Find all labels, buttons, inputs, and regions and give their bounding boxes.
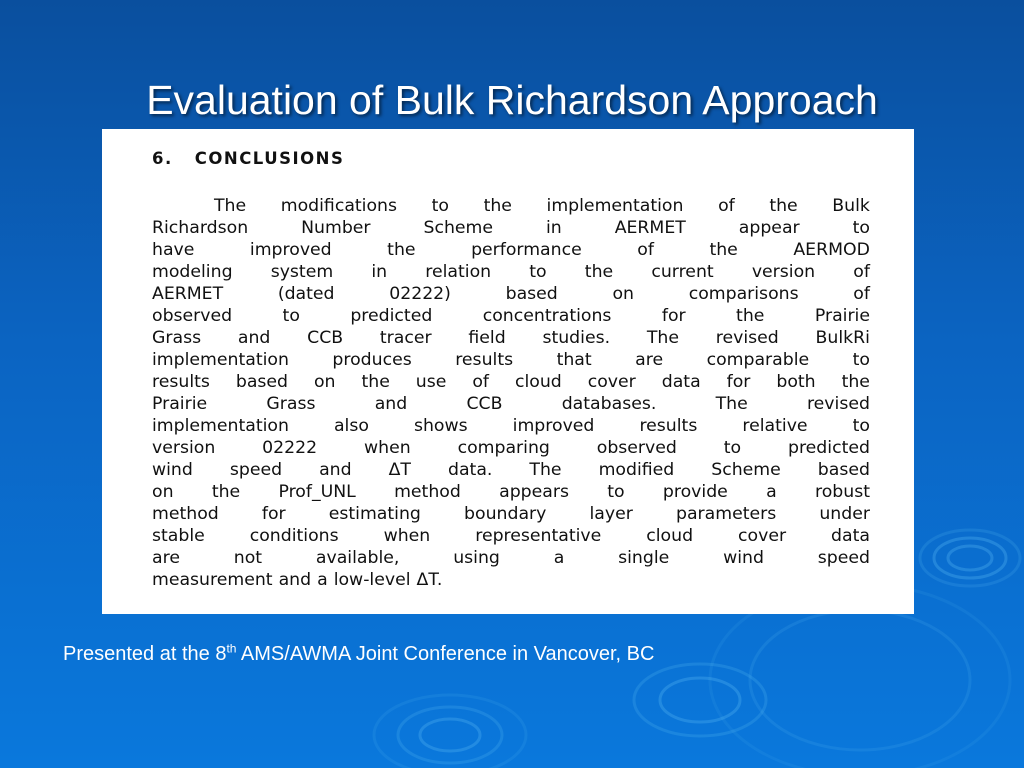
footer-text-before: Presented at the 8	[63, 643, 227, 665]
section-heading	[152, 149, 344, 168]
footer-superscript: th	[226, 641, 237, 656]
paragraph-line: version 02222 when comparing observed to predicted	[152, 438, 870, 458]
presentation-note	[63, 640, 654, 668]
paragraph-line: The modifications to the implementation of the Bulk	[214, 196, 870, 216]
paragraph-line: implementation also shows improved results relative to	[152, 416, 870, 436]
paragraph-line: measurement and a low-level ΔT.	[152, 570, 443, 590]
paragraph-line: implementation produces results that are comparable to	[152, 350, 870, 370]
conclusions-paragraph	[152, 195, 870, 591]
section-title: CONCLUSIONS	[194, 149, 345, 168]
paragraph-line: modeling system in relation to the current version of	[152, 262, 870, 282]
footer-text-after: AMS/AWMA Joint Conference in Vancover, BC	[236, 643, 655, 665]
paragraph-line: are not available, using a single wind speed	[152, 548, 870, 568]
slide-title: Evaluation of Bulk Richardson Approach	[146, 77, 878, 123]
paragraph-line: method for estimating boundary layer parameters under	[152, 504, 870, 524]
paragraph-line: wind speed and ΔT data. The modified Scheme based	[152, 460, 870, 480]
paragraph-line: on the Prof_UNL method appears to provide a robust	[152, 482, 870, 502]
paragraph-line: have improved the performance of the AERMOD	[152, 240, 870, 260]
paragraph-line: AERMET (dated 02222) based on comparisons of	[152, 284, 870, 304]
paragraph-line: Richardson Number Scheme in AERMET appear to	[152, 218, 870, 238]
section-number: 6.	[152, 149, 173, 168]
paragraph-line: observed to predicted concentrations for the Prairie	[152, 306, 870, 326]
paragraph-line: results based on the use of cloud cover data for both the	[152, 372, 870, 392]
paragraph-line: stable conditions when representative cloud cover data	[152, 526, 870, 546]
paragraph-line: Prairie Grass and CCB databases. The revised	[152, 394, 870, 414]
document-excerpt	[102, 129, 914, 614]
paragraph-line: Grass and CCB tracer field studies. The revised BulkRi	[152, 328, 870, 348]
